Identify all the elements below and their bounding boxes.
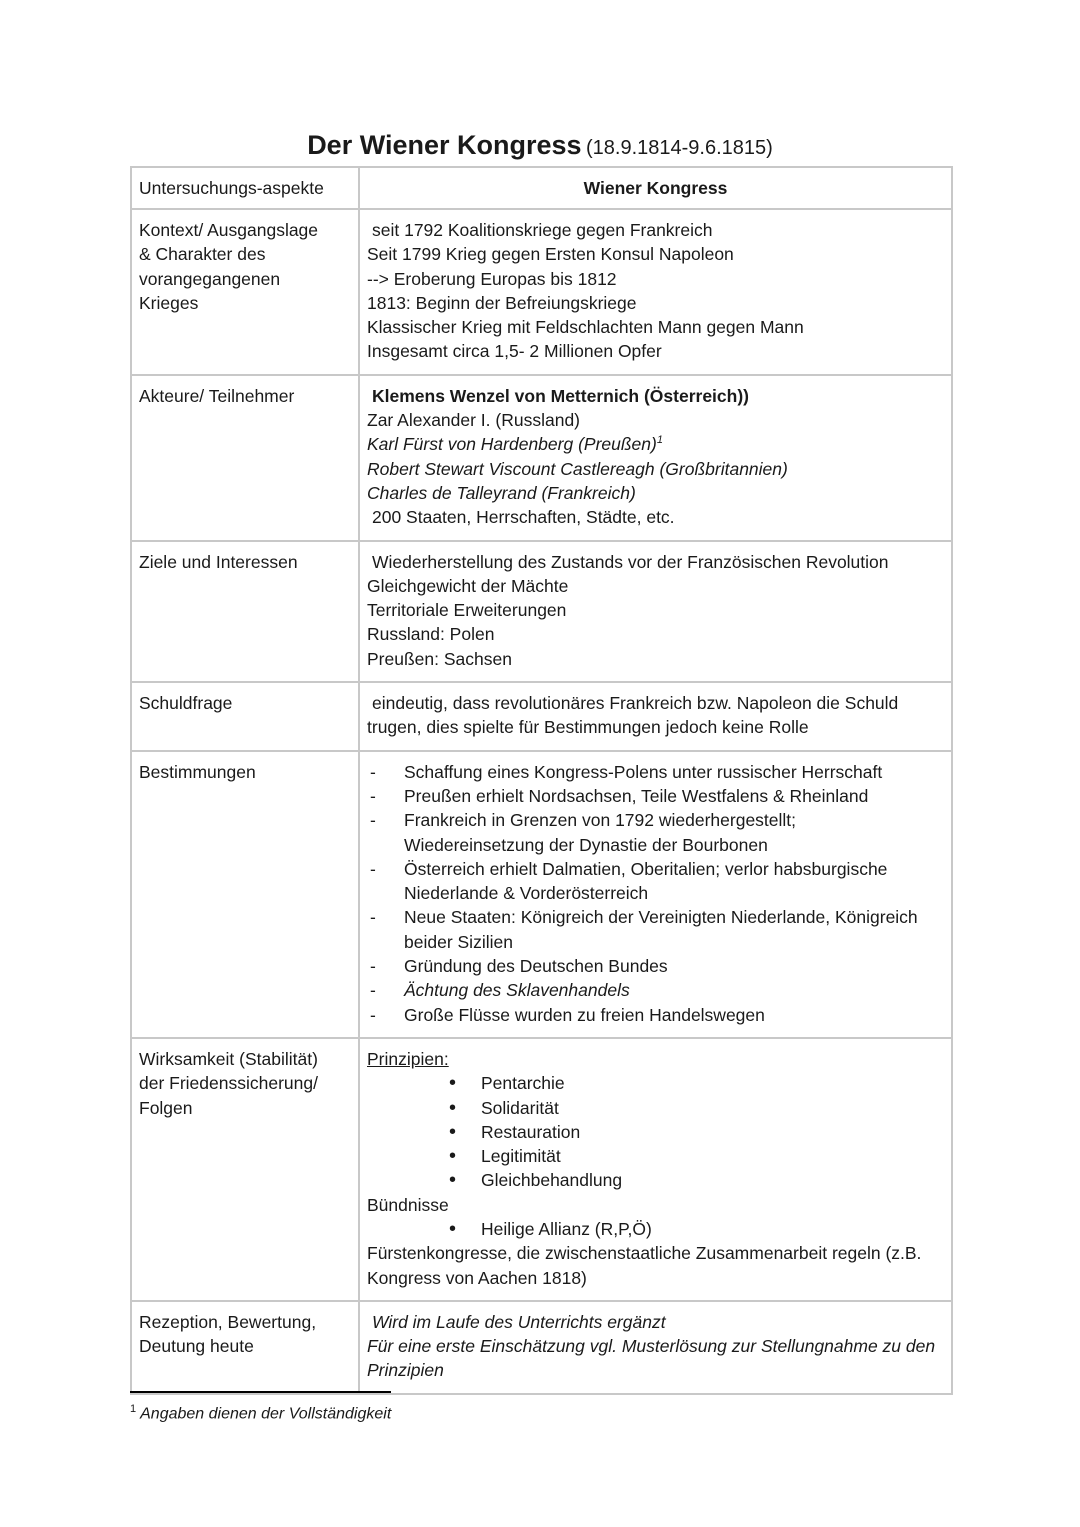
content-line-with-footnote xyxy=(367,432,943,456)
row-bestimmungen xyxy=(131,751,952,1038)
content-line: Charles de Talleyrand (Frankreich) xyxy=(367,482,636,503)
header-col2: Wiener Kongress xyxy=(359,167,952,209)
prinzipien-heading: Prinzipien: xyxy=(367,1048,449,1069)
page-title xyxy=(0,130,1080,161)
content-line: Insgesamt circa 1,5- 2 Millionen Opfer xyxy=(367,341,662,362)
list-item: • Solidarität xyxy=(367,1096,943,1120)
content-line: Klemens Wenzel von Metternich (Österreich)) xyxy=(372,385,749,406)
header-row xyxy=(131,167,952,209)
list-item: - Frankreich in Grenzen von 1792 wiederhergestellt; Wiedereinsetzung der Dynastie der Bourbonen xyxy=(367,808,943,857)
content-line: --> Eroberung Europas bis 1812 xyxy=(367,268,617,289)
content-line: trugen, dies spielte für Bestimmungen jedoch keine Rolle xyxy=(367,717,809,738)
row-schuld xyxy=(131,682,952,751)
list-item: - Preußen erhielt Nordsachsen, Teile Westfalens & Rheinland xyxy=(367,784,943,808)
footnote-number: 1 xyxy=(130,1403,137,1415)
label-line: Deutung heute xyxy=(139,1336,254,1357)
row-label: Ziele und Interessen xyxy=(131,541,359,682)
row-content xyxy=(359,682,952,751)
row-label xyxy=(131,1301,359,1394)
label-line: Kontext/ Ausgangslage xyxy=(139,220,319,240)
analysis-table xyxy=(130,166,953,1395)
content-line: Gleichgewicht der Mächte xyxy=(367,575,569,596)
label-line: Krieges xyxy=(139,292,199,313)
row-ziele xyxy=(131,541,952,682)
row-content xyxy=(359,209,952,375)
list-item: - Große Flüsse wurden zu freien Handelswegen xyxy=(367,1003,943,1027)
list-item: - Ächtung des Sklavenhandels xyxy=(367,978,943,1002)
list-item: • Restauration xyxy=(367,1120,943,1144)
list-item: • Heilige Allianz (R,P,Ö) xyxy=(367,1217,943,1241)
footnote xyxy=(130,1403,391,1423)
content-line: Prinzipien xyxy=(367,1360,444,1381)
list-item: • Legitimität xyxy=(367,1144,943,1168)
label-line: vorangegangenen xyxy=(139,268,281,289)
label-line: & Charakter des xyxy=(139,244,266,265)
content-line: Territoriale Erweiterungen xyxy=(367,600,567,621)
content-line: Russland: Polen xyxy=(367,624,495,645)
row-content xyxy=(359,375,952,541)
title-dates: (18.9.1814-9.6.1815) xyxy=(585,137,773,159)
content-line: Klassischer Krieg mit Feldschlachten Mann gegen Mann xyxy=(367,317,804,338)
content-line: eindeutig, dass revolutionäres Frankreich bzw. Napoleon die Schuld xyxy=(372,693,899,714)
row-content xyxy=(359,751,952,1038)
label-line: Wirksamkeit (Stabilität) xyxy=(139,1048,318,1069)
row-kontext xyxy=(131,209,952,375)
row-content xyxy=(359,541,952,682)
content-line: 200 Staaten, Herrschaften, Städte, etc. xyxy=(372,507,675,528)
footnote-ref: 1 xyxy=(656,434,663,447)
row-label: Schuldfrage xyxy=(131,682,359,751)
list-item: - Österreich erhielt Dalmatien, Oberitalien; verlor habsburgische Niederlande & Vorderösterreich xyxy=(367,857,943,906)
buendnisse-heading: Bündnisse xyxy=(367,1194,449,1215)
content-line: Kongress von Aachen 1818) xyxy=(367,1267,587,1288)
label-line: der Friedenssicherung/ xyxy=(139,1073,318,1094)
list-item: - Schaffung eines Kongress-Polens unter russischer Herrschaft xyxy=(367,760,943,784)
content-line: Für eine erste Einschätzung vgl. Musterlösung zur Stellungnahme zu den xyxy=(367,1336,936,1357)
title-main: Der Wiener Kongress xyxy=(307,130,582,160)
row-label: Akteure/ Teilnehmer xyxy=(131,375,359,541)
row-content xyxy=(359,1038,952,1301)
label-line: Rezeption, Bewertung, xyxy=(139,1311,317,1332)
list-item: • Gleichbehandlung xyxy=(367,1168,943,1192)
footnote-divider xyxy=(130,1391,391,1393)
content-line: Zar Alexander I. (Russland) xyxy=(367,410,581,431)
row-label: Bestimmungen xyxy=(131,751,359,1038)
content-text: Karl Fürst von Hardenberg (Preußen) xyxy=(367,434,657,455)
content-line: Wiederherstellung des Zustands vor der Französischen Revolution xyxy=(372,551,889,572)
buendnisse-list xyxy=(367,1217,943,1241)
content-line: seit 1792 Koalitionskriege gegen Frankreich xyxy=(372,220,713,240)
row-akteure xyxy=(131,375,952,541)
row-wirksamkeit xyxy=(131,1038,952,1301)
content-line: Seit 1799 Krieg gegen Ersten Konsul Napoleon xyxy=(367,244,734,265)
content-line: Preußen: Sachsen xyxy=(367,648,512,669)
header-col1: Untersuchungs-aspekte xyxy=(131,167,359,209)
footnote-text: Angaben dienen der Vollständigkeit xyxy=(140,1405,392,1423)
content-line: 1813: Beginn der Befreiungskriege xyxy=(367,292,637,313)
row-content xyxy=(359,1301,952,1394)
content-line: Wird im Laufe des Unterrichts ergänzt xyxy=(372,1311,666,1332)
label-line: Folgen xyxy=(139,1097,193,1118)
row-label xyxy=(131,1038,359,1301)
row-rezeption xyxy=(131,1301,952,1394)
list-item: • Pentarchie xyxy=(367,1071,943,1095)
bestimmungen-list xyxy=(367,760,943,1027)
list-item: - Gründung des Deutschen Bundes xyxy=(367,954,943,978)
content-line: Robert Stewart Viscount Castlereagh (Großbritannien) xyxy=(367,458,788,479)
content-line: Fürstenkongresse, die zwischenstaatliche Zusammenarbeit regeln (z.B. xyxy=(367,1243,922,1264)
prinzipien-list xyxy=(367,1071,943,1192)
list-item: - Neue Staaten: Königreich der Vereinigten Niederlande, Königreich beider Sizilien xyxy=(367,905,943,954)
row-label xyxy=(131,209,359,375)
